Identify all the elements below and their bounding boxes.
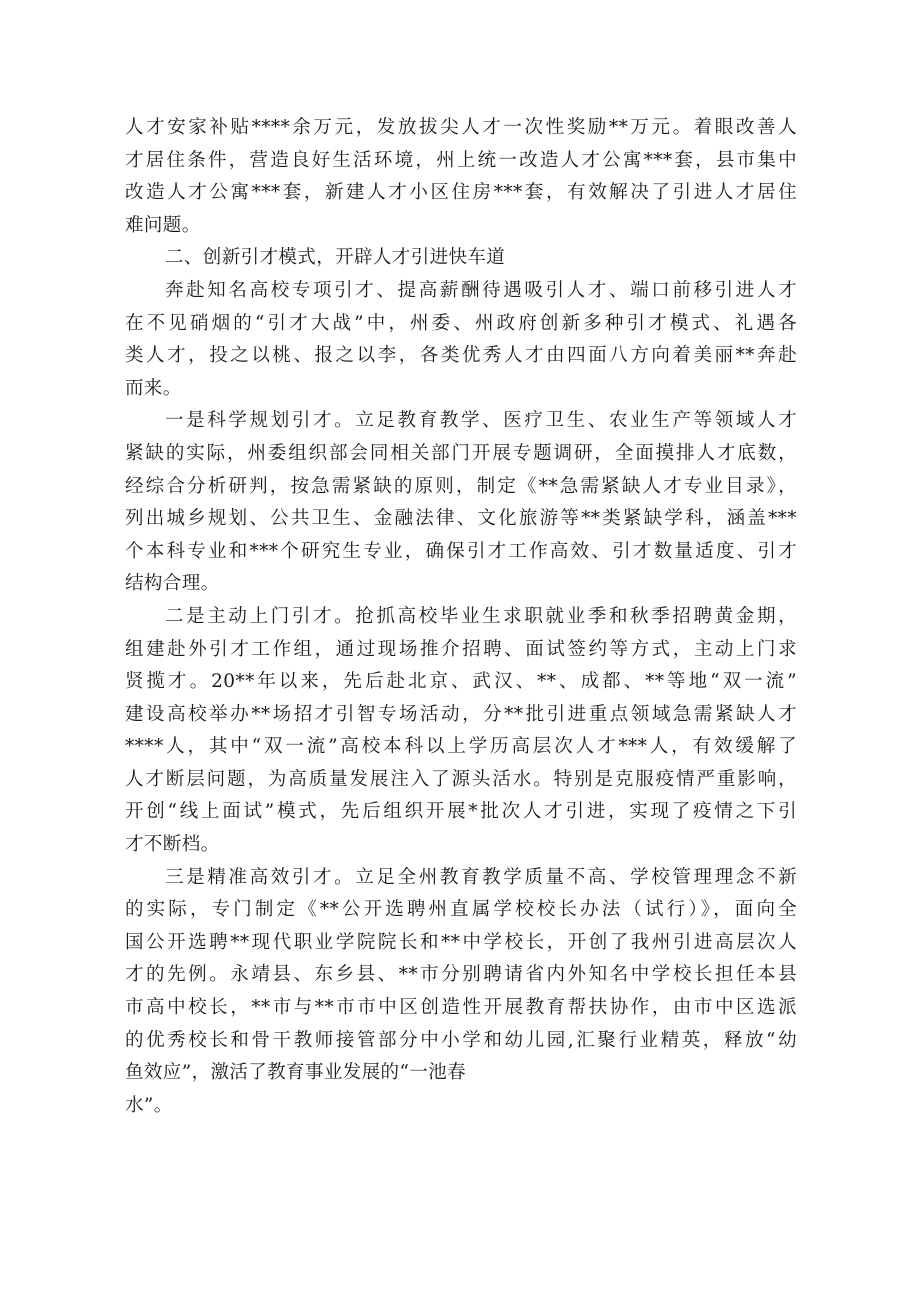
text-line: 难问题。: [125, 214, 201, 236]
text-line: 国公开选聘**现代职业学院院长和**中学校长，开创了我州引进高层次人: [125, 931, 797, 953]
text-line: 才居住条件，营造良好生活环境，州上统一改造人才公寓***套，县市集中: [125, 149, 797, 171]
text-line: 三是精准高效引才。立足全州教育教学质量不高、学校管理理念不新: [165, 866, 797, 888]
text-line: 水”。: [125, 1094, 173, 1116]
text-line: ****人，其中“双一流”高校本科以上学历高层次人才***人，有效缓解了: [125, 736, 797, 758]
text-line: 二、创新引才模式，开辟人才引进快车道: [165, 247, 506, 269]
text-line: 组建赴外引才工作组，通过现场推介招聘、面试签约等方式，主动上门求: [125, 638, 797, 660]
text-line: 奔赴知名高校专项引才、提高薪酬待遇吸引人才、端口前移引进人才: [165, 279, 797, 301]
text-line: 在不见硝烟的“引才大战”中，州委、州政府创新多种引才模式、礼遇各: [125, 312, 797, 334]
text-line: 二是主动上门引才。抢抓高校毕业生求职就业季和秋季招聘黄金期，: [165, 605, 797, 627]
text-line: 建设高校举办**场招才引智专场活动，分**批引进重点领域急需紧缺人才: [125, 703, 797, 725]
text-line: 人才安家补贴****余万元，发放拔尖人才一次性奖励**万元。着眼改善人: [125, 117, 797, 138]
text-line: 鱼效应”，激活了教育事业发展的“一池春: [125, 1062, 467, 1084]
text-line: 贤揽才。20**年以来，先后赴北京、武汉、**、成都、**等地“双一流”: [125, 671, 797, 693]
text-line: 才的先例。永靖县、东乡县、**市分别聘请省内外知名中学校长担任本县: [125, 964, 797, 986]
text-line: 开创“线上面试”模式，先后组织开展*批次人才引进，实现了疫情之下引: [125, 801, 797, 823]
text-line: 的实际，专门制定《**公开选聘州直属学校校长办法（试行）》，面向全: [125, 899, 797, 921]
text-line: 人才断层问题，为高质量发展注入了源头活水。特别是克服疫情严重影响，: [125, 768, 797, 790]
document-page: [125, 112, 797, 1122]
text-line: 类人才，投之以桃、报之以李，各类优秀人才由四面八方向着美丽**奔赴: [125, 345, 797, 367]
text-line: 改造人才公寓***套，新建人才小区住房***套，有效解决了引进人才居住: [125, 182, 797, 204]
text-line: 才不断档。: [125, 834, 220, 856]
text-line: 而来。: [125, 377, 182, 399]
text-line: 个本科专业和***个研究生专业，确保引才工作高效、引才数量适度、引才: [125, 540, 797, 562]
text-line: 列出城乡规划、公共卫生、金融法律、文化旅游等**类紧缺学科，涵盖***: [125, 508, 797, 530]
text-line: 紧缺的实际，州委组织部会同相关部门开展专题调研，全面摸排人才底数，: [125, 442, 797, 464]
text-line: 一是科学规划引才。立足教育教学、医疗卫生、农业生产等领域人才: [165, 410, 797, 432]
text-line: 市高中校长，**市与**市市中区创造性开展教育帮扶协作，由市中区选派: [125, 997, 797, 1019]
text-line: 结构合理。: [125, 573, 220, 595]
text-line: 经综合分析研判，按急需紧缺的原则，制定《**急需紧缺人才专业目录》，: [125, 475, 797, 497]
text-line: 的优秀校长和骨干教师接管部分中小学和幼儿园,汇聚行业精英，释放“幼: [125, 1029, 797, 1051]
